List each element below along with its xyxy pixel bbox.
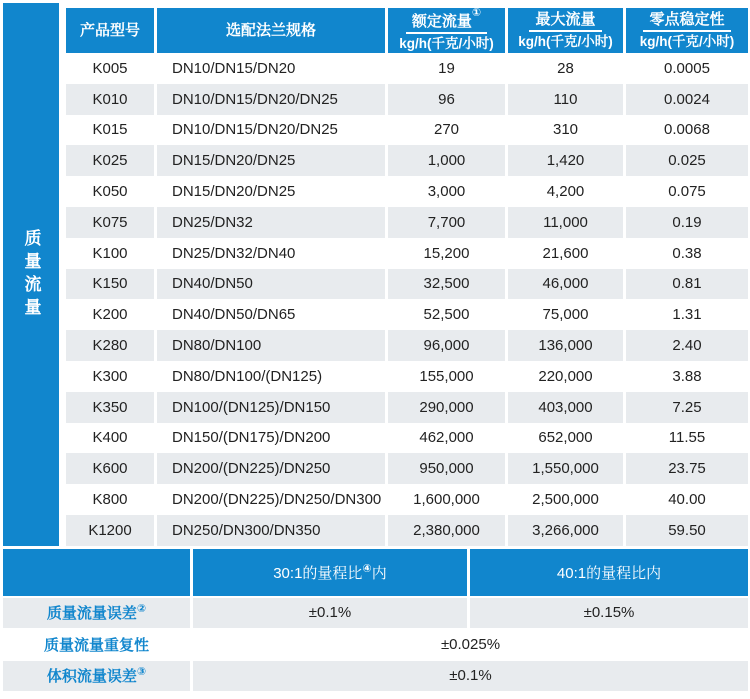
table-row: [66, 115, 748, 146]
flange-spec-cell: DN10/DN15/DN20/DN25: [157, 115, 385, 146]
flange-spec-cell: DN200/(DN225)/DN250: [157, 453, 385, 484]
header-rated-flow: 额定流量① kg/h(千克/小时): [388, 8, 505, 53]
table-row: [66, 453, 748, 484]
zero-stability-cell: 0.81: [626, 269, 748, 300]
rated-flow-cell: 52,500: [388, 299, 505, 330]
table-row: [66, 299, 748, 330]
table-row: [66, 361, 748, 392]
flange-spec-cell: DN250/DN300/DN350: [157, 515, 385, 546]
max-flow-cell: 136,000: [508, 330, 623, 361]
category-sidebar: [3, 3, 59, 546]
flange-spec-cell: DN80/DN100: [157, 330, 385, 361]
footnote-3-marker: ③: [136, 666, 147, 679]
product-model-cell: K010: [66, 84, 154, 115]
zero-stability-cell: 23.75: [626, 453, 748, 484]
rated-flow-cell: 96: [388, 84, 505, 115]
rated-flow-cell: 3,000: [388, 176, 505, 207]
table-row: [66, 330, 748, 361]
flow-spec-table: [66, 8, 748, 546]
product-model-cell: K015: [66, 115, 154, 146]
mass-flow-error-30-value: ±0.1%: [193, 598, 467, 628]
mass-flow-error-label: 质量流量误差 ②: [3, 598, 190, 628]
rated-flow-cell: 32,500: [388, 269, 505, 300]
zero-stability-cell: 0.0024: [626, 84, 748, 115]
zero-stability-cell: 0.38: [626, 238, 748, 269]
rated-flow-cell: 1,600,000: [388, 484, 505, 515]
max-flow-cell: 220,000: [508, 361, 623, 392]
flange-spec-cell: DN200/(DN225)/DN250/DN300: [157, 484, 385, 515]
rated-flow-cell: 270: [388, 115, 505, 146]
max-flow-cell: 75,000: [508, 299, 623, 330]
max-flow-cell: 28: [508, 53, 623, 84]
rated-flow-cell: 290,000: [388, 392, 505, 423]
product-model-cell: K050: [66, 176, 154, 207]
max-flow-cell: 403,000: [508, 392, 623, 423]
table-row: [66, 53, 748, 84]
zero-stability-cell: 0.0068: [626, 115, 748, 146]
volume-flow-error-label: 体积流量误差 ③: [3, 661, 190, 691]
product-model-cell: K1200: [66, 515, 154, 546]
rated-flow-cell: 2,380,000: [388, 515, 505, 546]
volume-flow-error-row: [3, 661, 748, 691]
product-model-cell: K300: [66, 361, 154, 392]
header-flange-spec: 选配法兰规格: [157, 8, 385, 53]
max-flow-cell: 11,000: [508, 207, 623, 238]
header-max-flow: 最大流量 kg/h(千克/小时): [508, 8, 623, 53]
header-zero-stability: 零点稳定性 kg/h(千克/小时): [626, 8, 748, 53]
max-flow-cell: 110: [508, 84, 623, 115]
product-model-cell: K280: [66, 330, 154, 361]
product-model-cell: K005: [66, 53, 154, 84]
zero-stability-cell: 0.075: [626, 176, 748, 207]
flange-spec-cell: DN25/DN32: [157, 207, 385, 238]
max-flow-cell: 21,600: [508, 238, 623, 269]
max-flow-cell: 2,500,000: [508, 484, 623, 515]
product-model-cell: K025: [66, 145, 154, 176]
flange-spec-cell: DN40/DN50/DN65: [157, 299, 385, 330]
mass-flow-repeatability-label: 质量流量重复性: [3, 630, 190, 660]
rated-flow-cell: 7,700: [388, 207, 505, 238]
rated-flow-cell: 1,000: [388, 145, 505, 176]
table-row: [66, 392, 748, 423]
rated-flow-cell: 155,000: [388, 361, 505, 392]
zero-stability-cell: 3.88: [626, 361, 748, 392]
table-row: [66, 515, 748, 546]
zero-stability-cell: 2.40: [626, 330, 748, 361]
zero-stability-cell: 0.025: [626, 145, 748, 176]
flange-spec-cell: DN10/DN15/DN20: [157, 53, 385, 84]
volume-flow-error-value: ±0.1%: [193, 661, 748, 691]
product-model-cell: K150: [66, 269, 154, 300]
zero-stability-cell: 7.25: [626, 392, 748, 423]
turndown-header-spacer: [3, 549, 190, 596]
table-body: [66, 53, 748, 546]
flange-spec-cell: DN15/DN20/DN25: [157, 176, 385, 207]
footnote-1-marker: ①: [471, 7, 482, 19]
product-model-cell: K100: [66, 238, 154, 269]
max-flow-cell: 4,200: [508, 176, 623, 207]
zero-stability-cell: 40.00: [626, 484, 748, 515]
footnote-4-marker: ④: [362, 563, 372, 575]
max-flow-cell: 1,550,000: [508, 453, 623, 484]
header-product-model: 产品型号: [66, 8, 154, 53]
table-row: [66, 176, 748, 207]
rated-flow-cell: 19: [388, 53, 505, 84]
table-row: [66, 484, 748, 515]
table-row: [66, 84, 748, 115]
product-model-cell: K800: [66, 484, 154, 515]
turndown-40-1-header: 40:1的量程比内: [470, 549, 748, 596]
zero-stability-cell: 0.19: [626, 207, 748, 238]
mass-flow-repeatability-row: [3, 630, 748, 660]
category-label-mass-flow: 质量流量: [21, 228, 41, 321]
table-header-row: [66, 8, 748, 53]
flange-spec-cell: DN15/DN20/DN25: [157, 145, 385, 176]
mass-flow-error-40-value: ±0.15%: [470, 598, 748, 628]
rated-flow-cell: 950,000: [388, 453, 505, 484]
mass-flow-repeatability-value: ±0.025%: [193, 630, 748, 660]
footnote-2-marker: ②: [136, 603, 147, 616]
max-flow-cell: 3,266,000: [508, 515, 623, 546]
table-row: [66, 269, 748, 300]
zero-stability-cell: 59.50: [626, 515, 748, 546]
product-model-cell: K200: [66, 299, 154, 330]
rated-flow-cell: 462,000: [388, 423, 505, 454]
turndown-header-row: [3, 549, 748, 596]
max-flow-cell: 652,000: [508, 423, 623, 454]
max-flow-cell: 310: [508, 115, 623, 146]
zero-stability-cell: 0.0005: [626, 53, 748, 84]
table-row: [66, 423, 748, 454]
product-model-cell: K350: [66, 392, 154, 423]
flange-spec-cell: DN100/(DN125)/DN150: [157, 392, 385, 423]
accuracy-section: [3, 549, 748, 693]
turndown-30-1-header: 30:1的量程比 ④ 内: [193, 549, 467, 596]
flange-spec-cell: DN40/DN50: [157, 269, 385, 300]
rated-flow-cell: 15,200: [388, 238, 505, 269]
table-row: [66, 145, 748, 176]
table-row: [66, 238, 748, 269]
max-flow-cell: 46,000: [508, 269, 623, 300]
product-model-cell: K400: [66, 423, 154, 454]
mass-flow-error-row: [3, 598, 748, 628]
flange-spec-cell: DN150/(DN175)/DN200: [157, 423, 385, 454]
flange-spec-cell: DN80/DN100/(DN125): [157, 361, 385, 392]
zero-stability-cell: 11.55: [626, 423, 748, 454]
flange-spec-cell: DN10/DN15/DN20/DN25: [157, 84, 385, 115]
table-row: [66, 207, 748, 238]
rated-flow-cell: 96,000: [388, 330, 505, 361]
zero-stability-cell: 1.31: [626, 299, 748, 330]
flange-spec-cell: DN25/DN32/DN40: [157, 238, 385, 269]
product-model-cell: K600: [66, 453, 154, 484]
product-model-cell: K075: [66, 207, 154, 238]
max-flow-cell: 1,420: [508, 145, 623, 176]
